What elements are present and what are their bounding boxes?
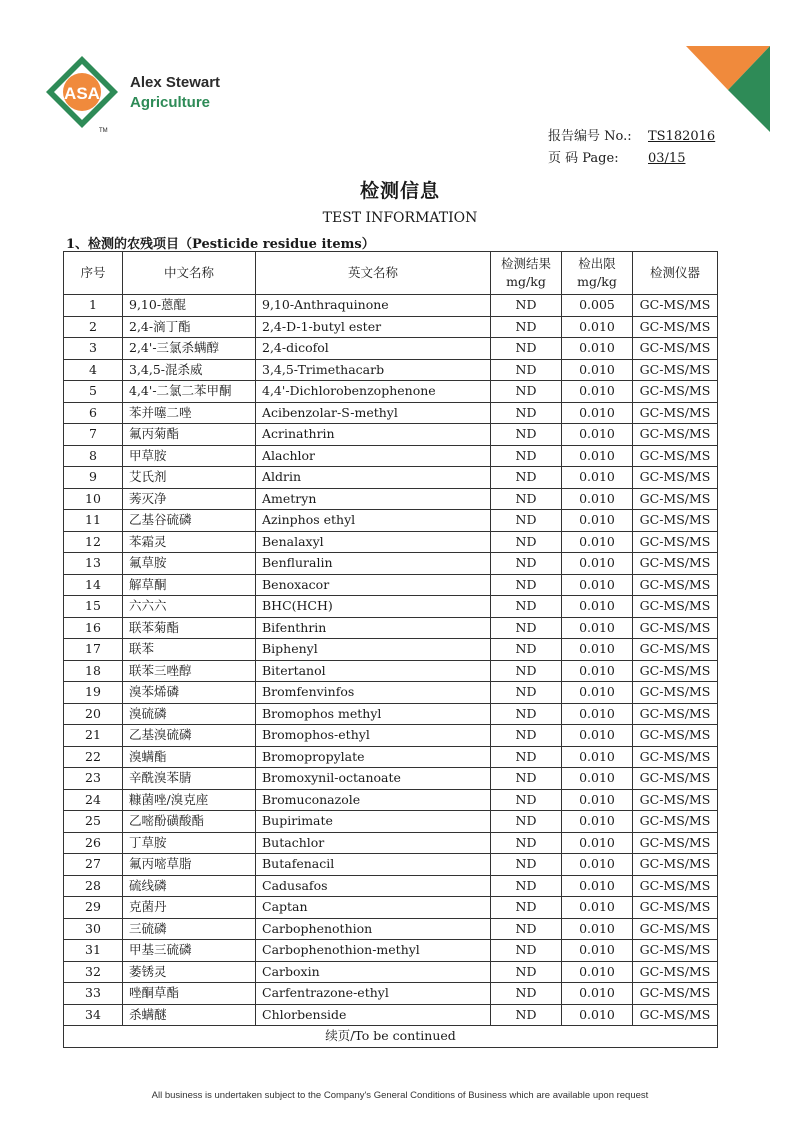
header-result (491, 252, 562, 295)
cell-instrument: GC-MS/MS (633, 811, 718, 833)
cell-result: ND (491, 875, 562, 897)
cell-instrument: GC-MS/MS (633, 940, 718, 962)
table-row (64, 338, 718, 360)
cell-en-name: Ametryn (256, 488, 491, 510)
cell-instrument: GC-MS/MS (633, 983, 718, 1005)
cell-en-name: 4,4'-Dichlorobenzophenone (256, 381, 491, 403)
cell-no: 34 (64, 1004, 123, 1026)
cell-no: 10 (64, 488, 123, 510)
table-body (64, 295, 718, 1026)
cell-no: 9 (64, 467, 123, 489)
cell-instrument: GC-MS/MS (633, 854, 718, 876)
cell-lod: 0.010 (562, 789, 633, 811)
cell-no: 15 (64, 596, 123, 618)
cell-no: 26 (64, 832, 123, 854)
table-row (64, 359, 718, 381)
cell-en-name: Butafenacil (256, 854, 491, 876)
cell-lod: 0.010 (562, 897, 633, 919)
cell-en-name: Carboxin (256, 961, 491, 983)
header-lod-line1: 检出限 (578, 256, 616, 271)
header-instrument: 检测仪器 (633, 252, 718, 295)
cell-lod: 0.010 (562, 531, 633, 553)
table-row (64, 596, 718, 618)
cell-instrument: GC-MS/MS (633, 918, 718, 940)
cell-cn-name: 唑酮草酯 (123, 983, 256, 1005)
table-row (64, 660, 718, 682)
cell-cn-name: 辛酰溴苯腈 (123, 768, 256, 790)
cell-result: ND (491, 338, 562, 360)
report-number-label: 报告编号 No.: (548, 129, 632, 144)
cell-lod: 0.010 (562, 424, 633, 446)
cell-cn-name: 乙嘧酚磺酸酯 (123, 811, 256, 833)
cell-no: 33 (64, 983, 123, 1005)
cell-no: 11 (64, 510, 123, 532)
continued-note: 续页/To be continued (64, 1026, 718, 1048)
cell-result: ND (491, 445, 562, 467)
cell-instrument: GC-MS/MS (633, 1004, 718, 1026)
cell-result: ND (491, 832, 562, 854)
cell-instrument: GC-MS/MS (633, 746, 718, 768)
cell-result: ND (491, 725, 562, 747)
page-number-row (548, 148, 715, 170)
cell-no: 2 (64, 316, 123, 338)
cell-lod: 0.010 (562, 983, 633, 1005)
report-number-row (548, 126, 715, 148)
cell-en-name: Cadusafos (256, 875, 491, 897)
cell-en-name: Butachlor (256, 832, 491, 854)
pesticide-table (63, 251, 718, 1048)
cell-no: 22 (64, 746, 123, 768)
cell-cn-name: 溴苯烯磷 (123, 682, 256, 704)
cell-result: ND (491, 510, 562, 532)
cell-instrument: GC-MS/MS (633, 359, 718, 381)
cell-instrument: GC-MS/MS (633, 295, 718, 317)
cell-cn-name: 溴硫磷 (123, 703, 256, 725)
cell-no: 6 (64, 402, 123, 424)
cell-no: 29 (64, 897, 123, 919)
company-logo (44, 54, 244, 144)
cell-cn-name: 2,4'-三氯杀螨醇 (123, 338, 256, 360)
cell-cn-name: 联苯 (123, 639, 256, 661)
table-row (64, 746, 718, 768)
cell-no: 28 (64, 875, 123, 897)
cell-lod: 0.010 (562, 445, 633, 467)
cell-lod: 0.010 (562, 703, 633, 725)
table-row (64, 832, 718, 854)
cell-instrument: GC-MS/MS (633, 897, 718, 919)
cell-result: ND (491, 488, 562, 510)
cell-cn-name: 苯霜灵 (123, 531, 256, 553)
cell-lod: 0.010 (562, 725, 633, 747)
cell-instrument: GC-MS/MS (633, 682, 718, 704)
cell-cn-name: 甲基三硫磷 (123, 940, 256, 962)
cell-instrument: GC-MS/MS (633, 488, 718, 510)
cell-en-name: Carbophenothion-methyl (256, 940, 491, 962)
cell-cn-name: 3,4,5-混杀威 (123, 359, 256, 381)
page-label: 页 码 Page: (548, 151, 619, 166)
table-row (64, 445, 718, 467)
cell-result: ND (491, 295, 562, 317)
cell-lod: 0.010 (562, 359, 633, 381)
cell-cn-name: 氟草胺 (123, 553, 256, 575)
cell-en-name: Carfentrazone-ethyl (256, 983, 491, 1005)
cell-cn-name: 甲草胺 (123, 445, 256, 467)
cell-lod: 0.010 (562, 553, 633, 575)
cell-en-name: Bupirimate (256, 811, 491, 833)
cell-en-name: Azinphos ethyl (256, 510, 491, 532)
cell-cn-name: 氟丙菊酯 (123, 424, 256, 446)
cell-result: ND (491, 402, 562, 424)
cell-en-name: 9,10-Anthraquinone (256, 295, 491, 317)
cell-instrument: GC-MS/MS (633, 596, 718, 618)
cell-en-name: Benoxacor (256, 574, 491, 596)
cell-instrument: GC-MS/MS (633, 467, 718, 489)
table-row (64, 1004, 718, 1026)
cell-lod: 0.010 (562, 338, 633, 360)
table-row (64, 725, 718, 747)
table-row (64, 897, 718, 919)
cell-instrument: GC-MS/MS (633, 424, 718, 446)
cell-cn-name: 溴螨酯 (123, 746, 256, 768)
cell-en-name: BHC(HCH) (256, 596, 491, 618)
table-row (64, 768, 718, 790)
logo-letters: ASA (64, 84, 100, 103)
cell-no: 3 (64, 338, 123, 360)
cell-cn-name: 克菌丹 (123, 897, 256, 919)
cell-no: 31 (64, 940, 123, 962)
cell-result: ND (491, 811, 562, 833)
page-title-en: TEST INFORMATION (322, 210, 478, 226)
cell-lod: 0.010 (562, 617, 633, 639)
cell-en-name: Bromophos methyl (256, 703, 491, 725)
corner-triangles-decoration (686, 46, 770, 132)
cell-cn-name: 2,4-滴丁酯 (123, 316, 256, 338)
cell-result: ND (491, 553, 562, 575)
cell-en-name: Benfluralin (256, 553, 491, 575)
cell-result: ND (491, 660, 562, 682)
cell-no: 18 (64, 660, 123, 682)
cell-result: ND (491, 531, 562, 553)
cell-lod: 0.010 (562, 768, 633, 790)
table-row (64, 488, 718, 510)
table-row (64, 295, 718, 317)
table-row (64, 789, 718, 811)
brand-subtitle: Agriculture (130, 94, 211, 111)
cell-cn-name: 苯并噻二唑 (123, 402, 256, 424)
cell-lod: 0.005 (562, 295, 633, 317)
cell-en-name: Bifenthrin (256, 617, 491, 639)
cell-lod: 0.010 (562, 682, 633, 704)
cell-result: ND (491, 682, 562, 704)
cell-no: 27 (64, 854, 123, 876)
table-row (64, 682, 718, 704)
cell-cn-name: 乙基溴硫磷 (123, 725, 256, 747)
cell-result: ND (491, 983, 562, 1005)
table-row (64, 961, 718, 983)
cell-result: ND (491, 424, 562, 446)
cell-no: 16 (64, 617, 123, 639)
cell-cn-name: 艾氏剂 (123, 467, 256, 489)
table-header-row (64, 252, 718, 295)
cell-instrument: GC-MS/MS (633, 510, 718, 532)
cell-result: ND (491, 617, 562, 639)
footer-disclaimer: All business is undertaken subject to the Company's General Conditions of Business which are available upon request (151, 1090, 649, 1101)
cell-no: 21 (64, 725, 123, 747)
cell-no: 12 (64, 531, 123, 553)
header-cn-name: 中文名称 (123, 252, 256, 295)
cell-en-name: Chlorbenside (256, 1004, 491, 1026)
header-en-name: 英文名称 (256, 252, 491, 295)
table-row (64, 811, 718, 833)
page-title-cn: 检测信息 (359, 180, 440, 202)
cell-no: 23 (64, 768, 123, 790)
cell-instrument: GC-MS/MS (633, 402, 718, 424)
cell-en-name: Biphenyl (256, 639, 491, 661)
cell-no: 19 (64, 682, 123, 704)
cell-cn-name: 联苯菊酯 (123, 617, 256, 639)
cell-lod: 0.010 (562, 918, 633, 940)
cell-instrument: GC-MS/MS (633, 338, 718, 360)
cell-en-name: Captan (256, 897, 491, 919)
table-row (64, 918, 718, 940)
cell-instrument: GC-MS/MS (633, 531, 718, 553)
cell-result: ND (491, 961, 562, 983)
cell-result: ND (491, 596, 562, 618)
cell-lod: 0.010 (562, 510, 633, 532)
cell-no: 25 (64, 811, 123, 833)
cell-result: ND (491, 940, 562, 962)
cell-lod: 0.010 (562, 316, 633, 338)
cell-lod: 0.010 (562, 660, 633, 682)
cell-cn-name: 莠灭净 (123, 488, 256, 510)
cell-no: 32 (64, 961, 123, 983)
cell-result: ND (491, 918, 562, 940)
cell-lod: 0.010 (562, 467, 633, 489)
cell-lod: 0.010 (562, 402, 633, 424)
table-row (64, 854, 718, 876)
table-row (64, 940, 718, 962)
table-row (64, 639, 718, 661)
cell-cn-name: 硫线磷 (123, 875, 256, 897)
cell-no: 17 (64, 639, 123, 661)
section-title: 1、检测的农残项目（Pesticide residue items） (66, 237, 375, 252)
cell-en-name: 3,4,5-Trimethacarb (256, 359, 491, 381)
cell-cn-name: 萎锈灵 (123, 961, 256, 983)
page-value: 03/15 (648, 151, 686, 166)
cell-lod: 0.010 (562, 596, 633, 618)
cell-lod: 0.010 (562, 875, 633, 897)
cell-en-name: Acrinathrin (256, 424, 491, 446)
cell-cn-name: 六六六 (123, 596, 256, 618)
cell-cn-name: 4,4'-二氯二苯甲酮 (123, 381, 256, 403)
cell-instrument: GC-MS/MS (633, 961, 718, 983)
table-footer-row (64, 1026, 718, 1048)
cell-no: 30 (64, 918, 123, 940)
table-row (64, 316, 718, 338)
cell-result: ND (491, 768, 562, 790)
cell-lod: 0.010 (562, 1004, 633, 1026)
cell-cn-name: 乙基谷硫磷 (123, 510, 256, 532)
asa-logo-icon (44, 54, 120, 130)
cell-instrument: GC-MS/MS (633, 553, 718, 575)
cell-en-name: 2,4-D-1-butyl ester (256, 316, 491, 338)
table-row (64, 983, 718, 1005)
cell-en-name: Bitertanol (256, 660, 491, 682)
cell-no: 1 (64, 295, 123, 317)
cell-result: ND (491, 316, 562, 338)
cell-lod: 0.010 (562, 961, 633, 983)
table-row (64, 402, 718, 424)
cell-instrument: GC-MS/MS (633, 660, 718, 682)
cell-cn-name: 解草酮 (123, 574, 256, 596)
cell-lod: 0.010 (562, 639, 633, 661)
cell-instrument: GC-MS/MS (633, 875, 718, 897)
table-row (64, 703, 718, 725)
cell-en-name: Bromoxynil-octanoate (256, 768, 491, 790)
header-result-line2: mg/kg (506, 274, 546, 289)
cell-result: ND (491, 789, 562, 811)
cell-no: 13 (64, 553, 123, 575)
cell-instrument: GC-MS/MS (633, 789, 718, 811)
cell-cn-name: 杀螨醚 (123, 1004, 256, 1026)
cell-no: 24 (64, 789, 123, 811)
report-meta (548, 126, 715, 170)
table-row (64, 617, 718, 639)
cell-en-name: Bromuconazole (256, 789, 491, 811)
cell-lod: 0.010 (562, 940, 633, 962)
cell-cn-name: 联苯三唑醇 (123, 660, 256, 682)
cell-no: 7 (64, 424, 123, 446)
report-number-value: TS182016 (648, 129, 716, 144)
cell-instrument: GC-MS/MS (633, 316, 718, 338)
table-row (64, 510, 718, 532)
cell-no: 20 (64, 703, 123, 725)
cell-result: ND (491, 1004, 562, 1026)
cell-en-name: Bromfenvinfos (256, 682, 491, 704)
cell-en-name: Aldrin (256, 467, 491, 489)
cell-en-name: Bromopropylate (256, 746, 491, 768)
cell-instrument: GC-MS/MS (633, 639, 718, 661)
cell-en-name: Carbophenothion (256, 918, 491, 940)
cell-instrument: GC-MS/MS (633, 832, 718, 854)
cell-cn-name: 氟丙嘧草脂 (123, 854, 256, 876)
cell-result: ND (491, 897, 562, 919)
cell-no: 4 (64, 359, 123, 381)
trademark-mark: TM (99, 128, 108, 134)
table-row (64, 381, 718, 403)
table-row (64, 574, 718, 596)
cell-instrument: GC-MS/MS (633, 445, 718, 467)
cell-en-name: Benalaxyl (256, 531, 491, 553)
cell-lod: 0.010 (562, 574, 633, 596)
cell-no: 5 (64, 381, 123, 403)
cell-lod: 0.010 (562, 854, 633, 876)
cell-lod: 0.010 (562, 811, 633, 833)
header-no: 序号 (64, 252, 123, 295)
cell-instrument: GC-MS/MS (633, 725, 718, 747)
cell-instrument: GC-MS/MS (633, 768, 718, 790)
cell-en-name: Bromophos-ethyl (256, 725, 491, 747)
header-lod-line2: mg/kg (577, 274, 617, 289)
cell-lod: 0.010 (562, 488, 633, 510)
brand-name: Alex Stewart (130, 74, 221, 91)
cell-instrument: GC-MS/MS (633, 703, 718, 725)
cell-instrument: GC-MS/MS (633, 381, 718, 403)
cell-result: ND (491, 381, 562, 403)
table-row (64, 531, 718, 553)
cell-result: ND (491, 359, 562, 381)
cell-cn-name: 9,10-蒽醌 (123, 295, 256, 317)
cell-en-name: Acibenzolar-S-methyl (256, 402, 491, 424)
cell-result: ND (491, 574, 562, 596)
table-row (64, 553, 718, 575)
cell-en-name: 2,4-dicofol (256, 338, 491, 360)
cell-lod: 0.010 (562, 381, 633, 403)
cell-lod: 0.010 (562, 832, 633, 854)
cell-result: ND (491, 703, 562, 725)
cell-instrument: GC-MS/MS (633, 574, 718, 596)
cell-result: ND (491, 746, 562, 768)
cell-no: 14 (64, 574, 123, 596)
cell-result: ND (491, 467, 562, 489)
cell-instrument: GC-MS/MS (633, 617, 718, 639)
cell-cn-name: 三硫磷 (123, 918, 256, 940)
cell-cn-name: 丁草胺 (123, 832, 256, 854)
cell-en-name: Alachlor (256, 445, 491, 467)
cell-lod: 0.010 (562, 746, 633, 768)
table-row (64, 467, 718, 489)
header-result-line1: 检测结果 (500, 256, 551, 271)
cell-no: 8 (64, 445, 123, 467)
cell-cn-name: 糠菌唑/溴克座 (123, 789, 256, 811)
table-row (64, 875, 718, 897)
cell-result: ND (491, 639, 562, 661)
table-row (64, 424, 718, 446)
header-lod (562, 252, 633, 295)
cell-result: ND (491, 854, 562, 876)
